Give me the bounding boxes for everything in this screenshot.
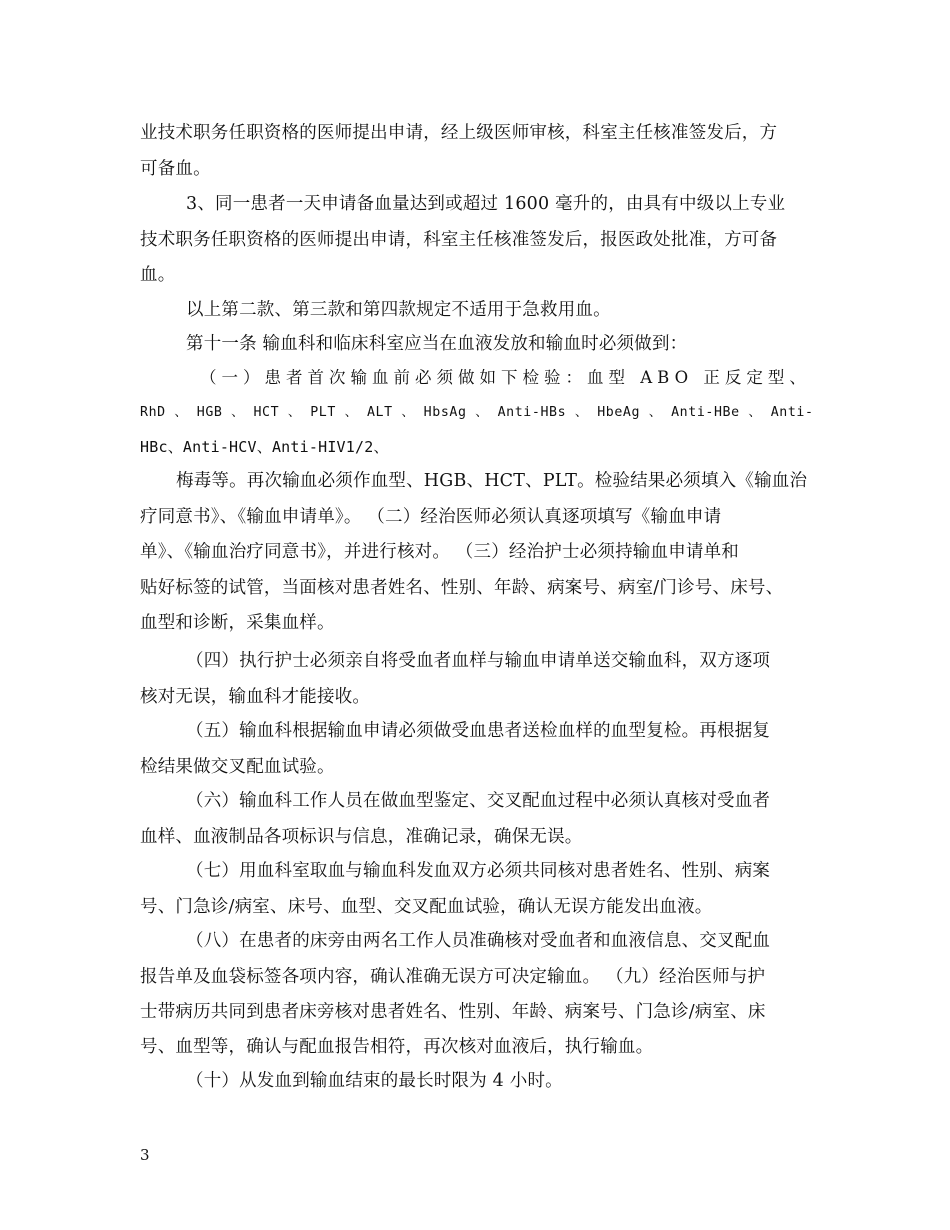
text-line: 号、门急诊/病室、床号、血型、交叉配血试验，确认无误方能发出血液。 <box>140 897 713 917</box>
text-line: 以上第二款、第三款和第四款规定不适用于急救用血。 <box>186 300 611 320</box>
page-number: 3 <box>140 1146 150 1164</box>
text-line: 业技术职务任职资格的医师提出申请，经上级医师审核，科室主任核准签发后，方 <box>140 123 778 143</box>
text-line: （四）执行护士必须亲自将受血者血样与输血申请单送交输血科，双方逐项 <box>186 651 771 671</box>
text-line: （六）输血科工作人员在做血型鉴定、交叉配血过程中必须认真核对受血者 <box>186 791 771 811</box>
text-line: （七）用血科室取血与输血科发血双方必须共同核对患者姓名、性别、病案 <box>186 861 771 881</box>
text-line: 血。 <box>140 265 176 285</box>
text-line: 报告单及血袋标签各项内容，确认准确无误方可决定输血。 （九）经治医师与护 <box>140 967 766 987</box>
text-line: （十）从发血到输血结束的最长时限为 4 小时。 <box>186 1071 563 1091</box>
text-line: 核对无误，输血科才能接收。 <box>140 687 371 707</box>
text-line: 号、血型等，确认与配血报告相符，再次核对血液后，执行输血。 <box>140 1037 654 1057</box>
text-line: 血型和诊断，采集血样。 <box>140 613 335 633</box>
text-line: 疗同意书》、《输血申请单》。 （二）经治医师必须认真逐项填写《输血申请 <box>140 507 722 527</box>
text-line: （八）在患者的床旁由两名工作人员准确核对受血者和血液信息、交叉配血 <box>186 931 771 951</box>
text-line: 血样、血液制品各项标识与信息，准确记录，确保无误。 <box>140 827 583 847</box>
text-line: 技术职务任职资格的医师提出申请，科室主任核准签发后，报医政处批准，方可备 <box>140 230 778 250</box>
text-line: 贴好标签的试管，当面核对患者姓名、性别、年龄、病案号、病室/门诊号、床号、 <box>140 578 784 598</box>
text-line: 梅毒等。再次输血必须作血型、HGB、HCT、PLT。检验结果必须填入《输血治 <box>176 471 808 491</box>
text-line: （一）患者首次输血前必须做如下检验：血型 ABO 正反定型、 <box>200 368 811 387</box>
text-line: （五）输血科根据输血申请必须做受血患者送检血样的血型复检。再根据复 <box>186 721 771 741</box>
text-line: RhD 、 HGB 、 HCT 、 PLT 、 ALT 、 HbsAg 、 Anti-HBs 、 HbeAg 、 Anti-HBe 、 Anti- <box>140 405 814 420</box>
text-line: 3、同一患者一天申请备血量达到或超过 1600 毫升的，由具有中级以上专业 <box>186 194 786 214</box>
text-line: 单》、《输血治疗同意书》，并进行核对。 （三）经治护士必须持输血申请单和 <box>140 542 740 562</box>
text-line: 检结果做交叉配血试验。 <box>140 757 335 777</box>
text-line: HBc、Anti-HCV、Anti-HIV1/2、 <box>140 438 389 456</box>
section-heading: 第十一条 输血科和临床科室应当在血液发放和输血时必须做到： <box>186 334 688 354</box>
text-line: 可备血。 <box>140 159 211 179</box>
text-line: 士带病历共同到患者床旁核对患者姓名、性别、年龄、病案号、门急诊/病室、床 <box>140 1002 766 1022</box>
